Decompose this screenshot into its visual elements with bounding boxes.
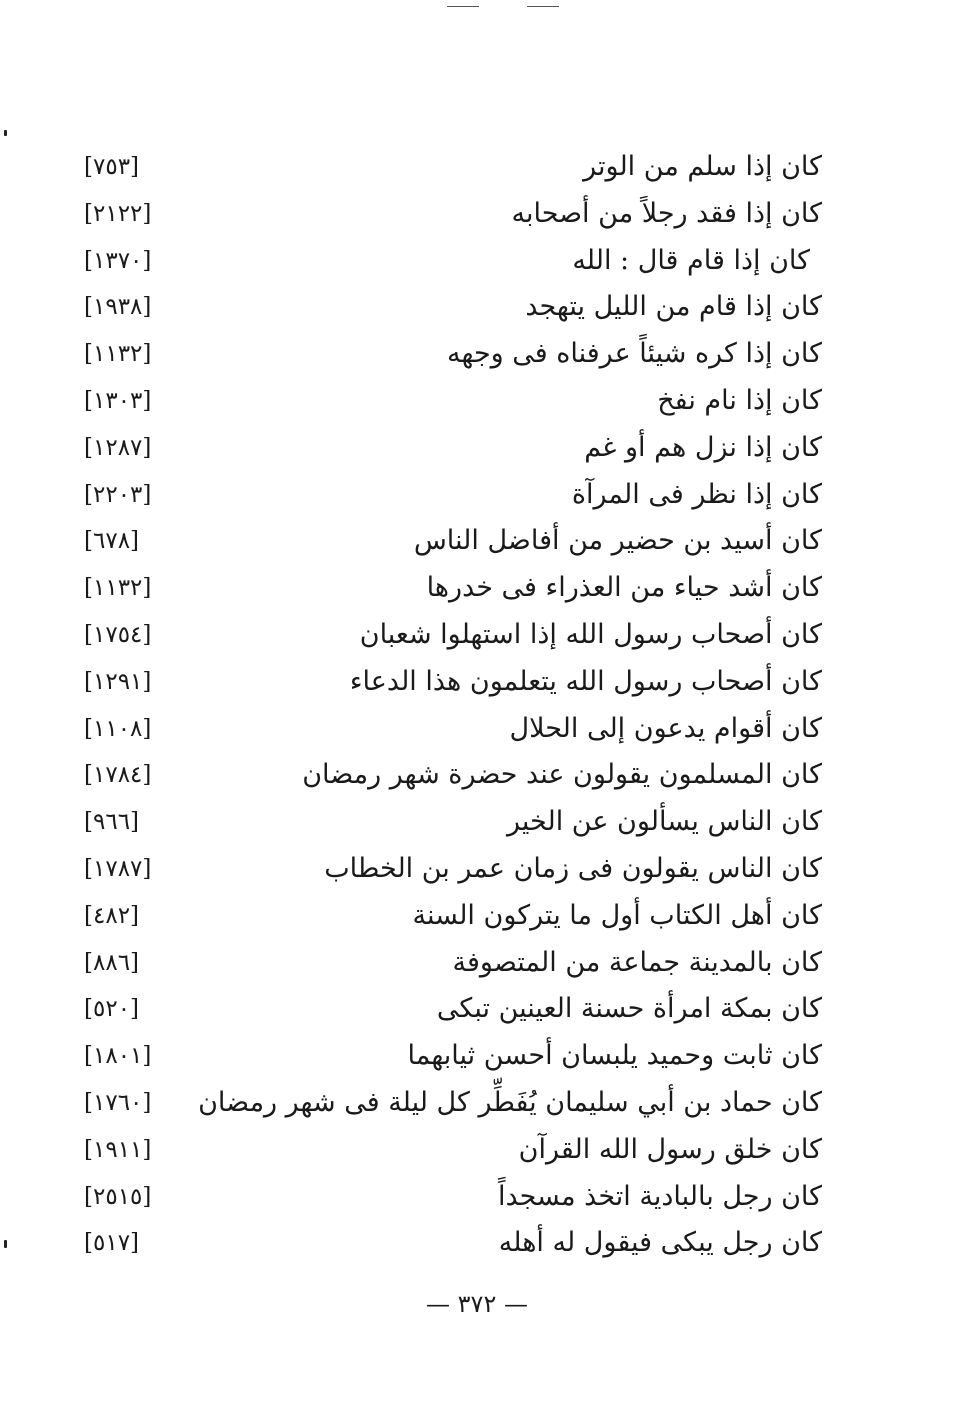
entry-text: كان بمكة امرأة حسنة العينين تبكى	[436, 993, 822, 1025]
entry-reference: [٢٢٠٣]	[84, 481, 152, 508]
entry-reference: [٩٦٦]	[84, 809, 140, 836]
entry-reference: [١٢٨٧]	[84, 434, 152, 461]
index-entry	[0, 1033, 954, 1080]
entry-reference: [١٣٧٠]	[84, 247, 152, 274]
entry-text: كان أصحاب رسول الله إذا استهلوا شعبان	[359, 618, 822, 650]
margin-mark-top	[4, 130, 7, 136]
index-entry	[0, 378, 954, 425]
page-number: — ٣٧٢ —	[426, 1290, 528, 1318]
index-entry	[0, 799, 954, 846]
index-entry	[0, 1174, 954, 1221]
entry-text: كان إذا نزل هم أو غم	[584, 431, 822, 463]
entry-text: كان الناس يسألون عن الخير	[507, 806, 822, 838]
entry-reference: [١١٠٨]	[84, 715, 152, 742]
entry-reference: [٥٢٠]	[84, 996, 140, 1023]
entry-reference: [٦٧٨]	[84, 528, 140, 555]
index-entry	[0, 986, 954, 1033]
index-entry	[0, 425, 954, 472]
index-entry	[0, 284, 954, 331]
index-entry	[0, 1127, 954, 1174]
entry-text: كان إذا كره شيئاً عرفناه فى وجهه	[447, 338, 822, 370]
entry-reference: [١٩٣٨]	[84, 294, 152, 321]
entry-reference: [١٧٦٠]	[84, 1089, 152, 1116]
index-entry	[0, 518, 954, 565]
index-entry	[0, 191, 954, 238]
entry-text: كان أقوام يدعون إلى الحلال	[509, 712, 822, 744]
header-rule-right	[527, 6, 559, 7]
entry-text: كان أسيد بن حضير من أفاضل الناس	[413, 525, 822, 557]
entry-text: كان بالمدينة جماعة من المتصوفة	[452, 946, 822, 978]
entry-text: كان رجل يبكى فيقول له أهله	[498, 1227, 822, 1259]
index-entry	[0, 472, 954, 519]
entry-reference: [١٧٨٧]	[84, 855, 152, 882]
entry-text: كان الناس يقولون فى زمان عمر بن الخطاب	[324, 852, 822, 884]
entry-text: كان إذا سلم من الوتر	[583, 151, 822, 182]
entry-reference: [٢١٢٢]	[84, 200, 152, 227]
entry-text: كان إذا قام من الليل يتهجد	[525, 291, 822, 323]
entry-reference: [١١٣٢]	[84, 575, 152, 602]
entry-reference: [٤٨٢]	[84, 902, 140, 929]
entry-reference: [١٩١١]	[84, 1136, 152, 1163]
entry-reference: [٨٨٦]	[84, 949, 140, 976]
index-entry	[0, 1080, 954, 1127]
entry-reference: [١٧٨٤]	[84, 762, 152, 789]
entry-reference: [١١٣٢]	[84, 341, 152, 368]
entry-reference: [٥١٧]	[84, 1230, 140, 1257]
entry-text: كان رجل بالبادية اتخذ مسجداً	[497, 1180, 822, 1212]
entry-reference: [١٨٠١]	[84, 1043, 152, 1070]
index-entry	[0, 238, 954, 285]
header-rule-left	[447, 6, 479, 7]
entry-text: كان أصحاب رسول الله يتعلمون هذا الدعاء	[349, 665, 822, 697]
index-entry	[0, 331, 954, 378]
index-entry	[0, 612, 954, 659]
index-entry	[0, 144, 954, 191]
index-entry	[0, 565, 954, 612]
entry-text: كان المسلمون يقولون عند حضرة شهر رمضان	[302, 759, 822, 791]
index-entry	[0, 659, 954, 706]
entry-text: كان حماد بن أبي سليمان يُفَطِّر كل ليلة فى شهر رمضان	[198, 1086, 822, 1118]
entry-text: كان إذا قام قال : الله	[572, 244, 810, 276]
entry-reference: [١٢٩١]	[84, 668, 152, 695]
entry-text: كان إذا فقد رجلاً من أصحابه	[511, 197, 822, 229]
index-entry	[0, 940, 954, 987]
hadith-index-list	[0, 144, 954, 1267]
entry-text: كان ثابت وحميد يلبسان أحسن ثيابهما	[407, 1040, 822, 1072]
index-entry	[0, 706, 954, 753]
entry-reference: [٧٥٣]	[84, 154, 140, 180]
index-entry	[0, 752, 954, 799]
index-entry	[0, 1220, 954, 1267]
entry-text: كان أهل الكتاب أول ما يتركون السنة	[412, 899, 822, 931]
index-entry	[0, 893, 954, 940]
entry-text: كان إذا نام نفخ	[657, 384, 822, 416]
entry-text: كان إذا نظر فى المرآة	[571, 478, 822, 510]
entry-text: كان أشد حياء من العذراء فى خدرها	[426, 572, 822, 604]
entry-text: كان خلق رسول الله القرآن	[518, 1133, 822, 1165]
entry-reference: [٢٥١٥]	[84, 1183, 152, 1210]
entry-reference: [١٣٠٣]	[84, 387, 152, 414]
index-entry	[0, 846, 954, 893]
entry-reference: [١٧٥٤]	[84, 621, 152, 648]
